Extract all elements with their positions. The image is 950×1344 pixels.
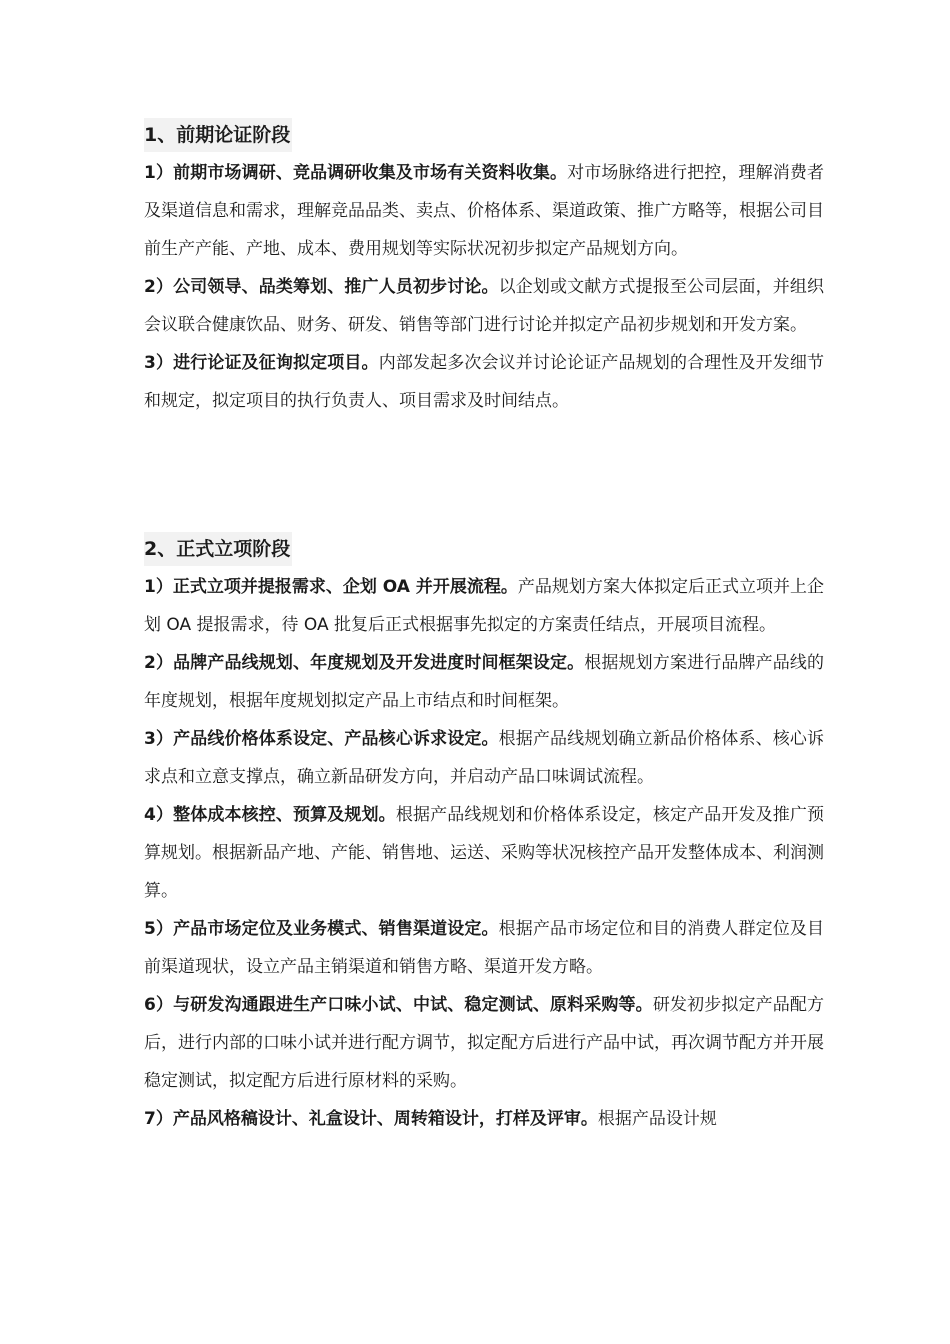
- section-heading: 2、正式立项阶段: [144, 532, 292, 566]
- list-item: [144, 644, 824, 720]
- item-body: 内部发起多次会议并讨论论证产品规划的合理性及开发细节和规定，拟定项目的执行负责人、项目需求及时间结点。: [144, 353, 825, 411]
- section-preliminary-demonstration: [144, 118, 824, 420]
- item-lead: 2）品牌产品线规划、年度规划及开发进度时间框架设定。: [144, 653, 585, 673]
- item-body: 以企划或文献方式提报至公司层面，并组织会议联合健康饮品、财务、研发、销售等部门进行讨论并拟定产品初步规划和开发方案。: [144, 277, 825, 335]
- list-item: [144, 986, 824, 1100]
- item-body: 根据产品设计规: [597, 1109, 717, 1129]
- item-body: 根据规划方案进行品牌产品线的年度规划，根据年度规划拟定产品上市结点和时间框架。: [144, 653, 825, 711]
- item-body: 根据产品线规划确立新品价格体系、核心诉求点和立意支撑点，确立新品研发方向，并启动产品口味调试流程。: [144, 729, 825, 787]
- list-item: [144, 910, 824, 986]
- item-lead: 1）前期市场调研、竞品调研收集及市场有关资料收集。: [144, 163, 568, 183]
- section-formal-project-setup: [144, 532, 824, 1138]
- list-item: [144, 1100, 824, 1138]
- item-body: 根据产品线规划和价格体系设定，核定产品开发及推广预算规划。根据新品产地、产能、销售地、运送、采购等状况核控产品开发整体成本、利润测算。: [144, 805, 825, 901]
- item-lead: 4）整体成本核控、预算及规划。: [144, 805, 396, 825]
- item-lead: 3）产品线价格体系设定、产品核心诉求设定。: [144, 729, 499, 749]
- list-item: [144, 344, 824, 420]
- section-heading: 1、前期论证阶段: [144, 118, 292, 152]
- item-lead: 3）进行论证及征询拟定项目。: [144, 353, 379, 373]
- item-lead: 2）公司领导、品类筹划、推广人员初步讨论。: [144, 277, 499, 297]
- list-item: [144, 796, 824, 910]
- item-body: 对市场脉络进行把控，理解消费者及渠道信息和需求，理解竞品品类、卖点、价格体系、渠道政策、推广方略等，根据公司目前生产产能、产地、成本、费用规划等实际状况初步拟定产品规划方向。: [144, 163, 825, 259]
- item-lead: 6）与研发沟通跟进生产口味小试、中试、稳定测试、原料采购等。: [144, 995, 653, 1015]
- list-item: [144, 154, 824, 268]
- item-body: 根据产品市场定位和目的消费人群定位及目前渠道现状，设立产品主销渠道和销售方略、渠道开发方略。: [144, 919, 825, 977]
- list-item: [144, 268, 824, 344]
- list-item: [144, 720, 824, 796]
- item-lead: 5）产品市场定位及业务模式、销售渠道设定。: [144, 919, 499, 939]
- list-item: [144, 568, 824, 644]
- item-body: 研发初步拟定产品配方后，进行内部的口味小试并进行配方调节，拟定配方后进行产品中试，再次调节配方并开展稳定测试，拟定配方后进行原材料的采购。: [144, 995, 825, 1091]
- item-body: 产品规划方案大体拟定后正式立项并上企划 OA 提报需求，待 OA 批复后正式根据事先拟定的方案责任结点，开展项目流程。: [144, 577, 824, 635]
- item-lead: 7）产品风格稿设计、礼盒设计、周转箱设计，打样及评审。: [144, 1109, 598, 1129]
- item-lead: 1）正式立项并提报需求、企划 OA 并开展流程。: [144, 577, 518, 597]
